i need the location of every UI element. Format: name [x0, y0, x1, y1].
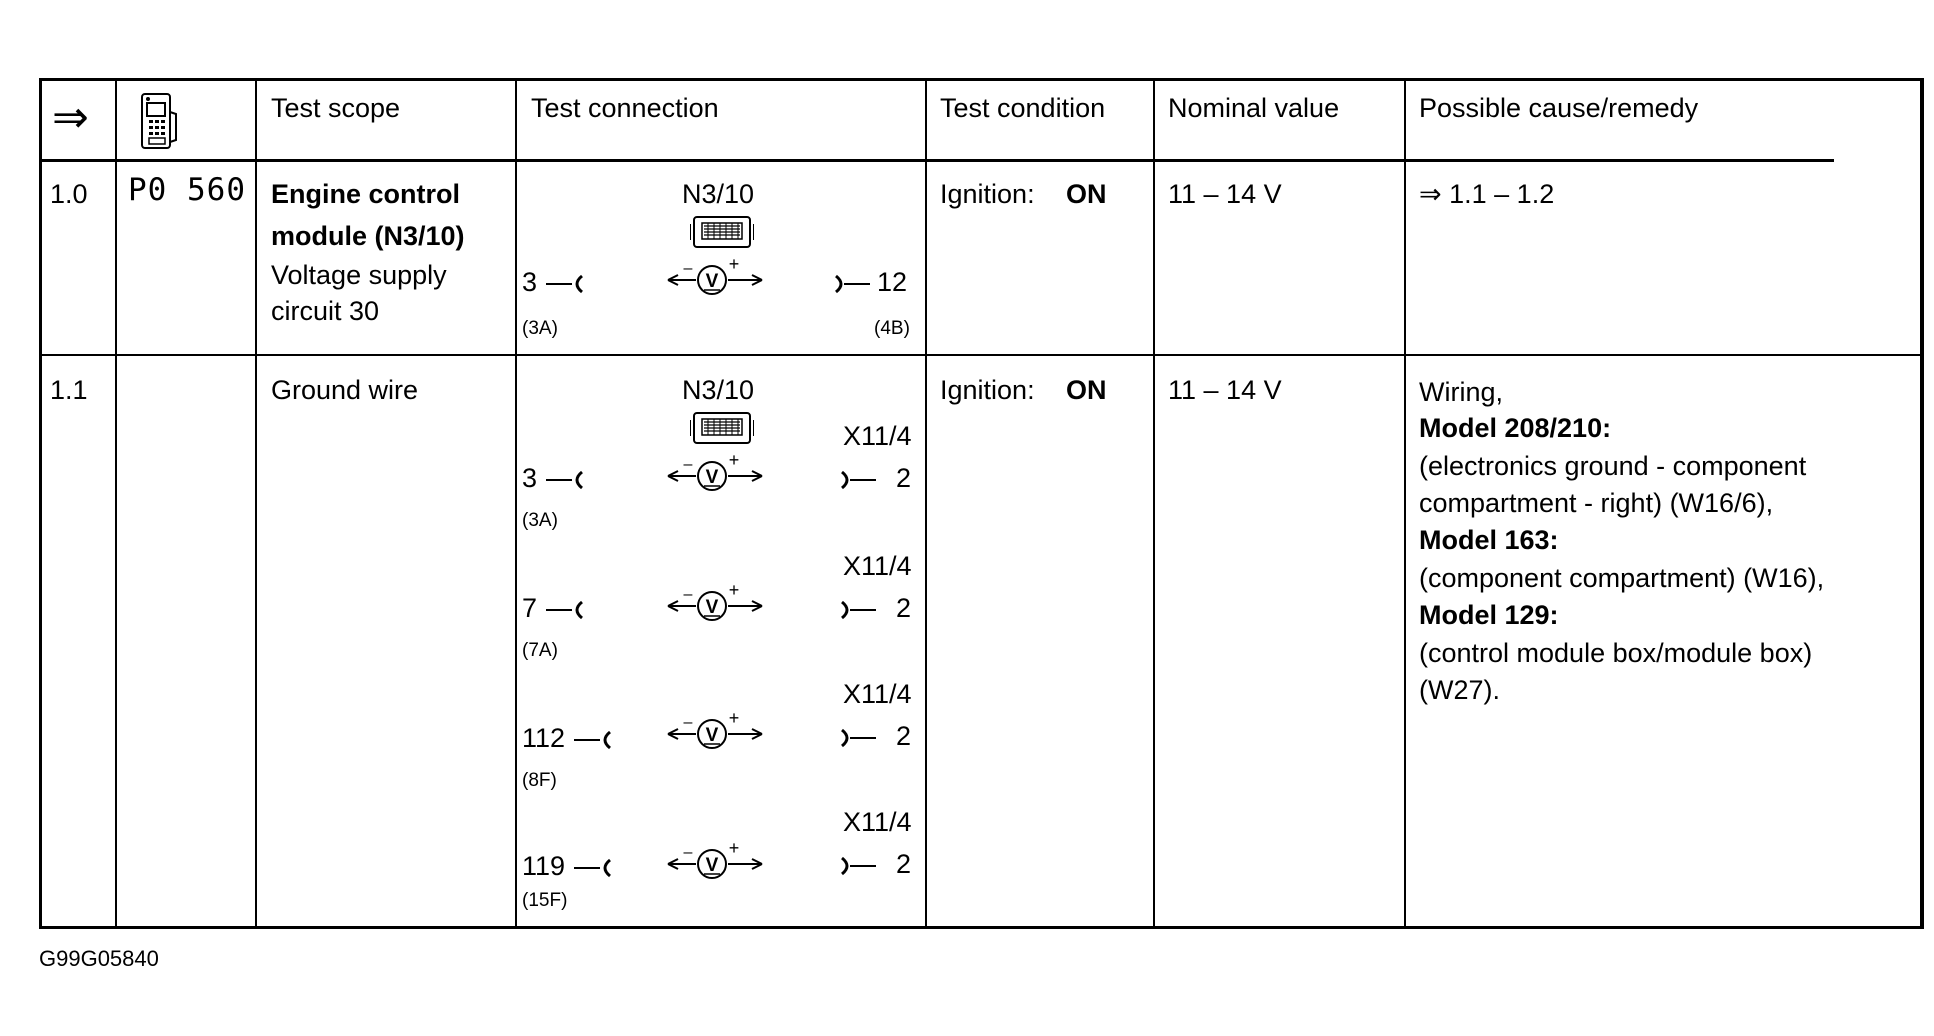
svg-text:–: –: [683, 456, 693, 473]
svg-text:–: –: [683, 714, 693, 731]
pin-left-sub: (15F): [522, 890, 568, 911]
connector-socket-icon: [570, 728, 620, 752]
pin-left-number: 119: [522, 851, 566, 881]
svg-text:+: +: [728, 584, 740, 600]
pin-left-number: 3: [522, 463, 538, 493]
control-module-icon: [690, 214, 754, 250]
scope-title-line-1: Engine control: [271, 179, 460, 209]
component-label: N3/10: [682, 375, 755, 405]
condition-value: ON: [1066, 375, 1107, 405]
pin-left-sub: (3A): [522, 510, 558, 531]
header-possible-cause: Possible cause/remedy: [1419, 93, 1699, 123]
table-right-border: [1920, 78, 1924, 929]
col-line-1: [115, 78, 117, 929]
pin-left-number: 3: [522, 267, 538, 297]
connector-label: X11/4: [843, 551, 912, 581]
condition-label: Ignition:: [940, 179, 1035, 209]
pin-right-number: 2: [896, 593, 912, 623]
header-separator: [39, 159, 1834, 162]
connector-socket-icon: [542, 272, 592, 296]
header-nominal-value: Nominal value: [1168, 93, 1340, 123]
cause-line-7: Model 129:: [1419, 600, 1559, 630]
pin-left-sub: (7A): [522, 640, 558, 661]
pin-left-sub: (3A): [522, 318, 558, 339]
connector-socket-icon: [542, 598, 592, 622]
voltmeter-icon: [666, 258, 766, 298]
connector-label: X11/4: [843, 421, 912, 451]
row-separator: [39, 354, 1924, 356]
nominal-value: 11 – 14 V: [1168, 179, 1282, 209]
svg-text:+: +: [728, 712, 740, 728]
condition-label: Ignition:: [940, 375, 1035, 405]
table-bottom-border: [39, 926, 1924, 929]
scope-desc-line-1: Voltage supply: [271, 260, 447, 290]
cause-line-9: (W27).: [1419, 675, 1500, 705]
svg-text:–: –: [683, 844, 693, 861]
pin-left-number: 7: [522, 593, 538, 623]
scope-title: Ground wire: [271, 375, 419, 405]
cause-line-1: Wiring,: [1419, 377, 1504, 407]
condition-value: ON: [1066, 179, 1107, 209]
table-top-border: [39, 78, 1924, 81]
col-line-6: [1404, 78, 1406, 929]
svg-text:–: –: [683, 586, 693, 603]
col-line-4: [925, 78, 927, 929]
cause-remedy: ⇒ 1.1 – 1.2: [1419, 179, 1555, 209]
cause-line-4: compartment - right) (W16/6),: [1419, 488, 1774, 518]
cause-line-2: Model 208/210:: [1419, 413, 1612, 443]
voltmeter-icon: [666, 842, 766, 882]
fault-code: P0 560: [128, 172, 246, 208]
col-line-2: [255, 78, 257, 929]
table-left-border: [39, 78, 42, 929]
svg-text:V: V: [705, 271, 719, 292]
cause-line-8: (control module box/module box): [1419, 638, 1813, 668]
col-line-3: [515, 78, 517, 929]
connector-socket-icon: [570, 856, 620, 880]
header-test-connection: Test connection: [531, 93, 719, 123]
step-number: 1.1: [50, 375, 88, 405]
connector-pin-icon: [838, 598, 878, 622]
cause-line-3: (electronics ground - component: [1419, 451, 1807, 481]
voltmeter-icon: [666, 712, 766, 752]
svg-text:V: V: [705, 467, 719, 488]
connector-label: X11/4: [843, 807, 912, 837]
pin-right-number: 2: [896, 849, 912, 879]
svg-text:V: V: [705, 725, 719, 746]
pin-left-number: 112: [522, 723, 566, 753]
connector-pin-icon: [832, 272, 872, 296]
header-arrow: ⇒: [52, 93, 89, 142]
svg-text:+: +: [728, 258, 740, 274]
scope-desc-line-2: circuit 30: [271, 296, 380, 326]
pin-right-number: 2: [896, 463, 912, 493]
figure-id: G99G05840: [39, 946, 159, 971]
voltmeter-icon: [666, 584, 766, 624]
pin-right-number: 2: [896, 721, 912, 751]
control-module-icon: [690, 410, 754, 446]
connector-socket-icon: [542, 468, 592, 492]
component-label: N3/10: [682, 179, 755, 209]
svg-text:–: –: [683, 260, 693, 277]
nominal-value: 11 – 14 V: [1168, 375, 1282, 405]
connector-pin-icon: [838, 468, 878, 492]
svg-text:+: +: [728, 454, 740, 470]
pin-right-number: 12: [877, 267, 908, 297]
svg-text:+: +: [728, 842, 740, 858]
connector-pin-icon: [838, 726, 878, 750]
cause-line-5: Model 163:: [1419, 525, 1559, 555]
step-number: 1.0: [50, 179, 88, 209]
handheld-tester-icon: [138, 92, 178, 150]
cause-line-6: (component compartment) (W16),: [1419, 563, 1825, 593]
connector-pin-icon: [838, 854, 878, 878]
connector-label: X11/4: [843, 679, 912, 709]
header-test-condition: Test condition: [940, 93, 1106, 123]
pin-left-sub: (8F): [522, 770, 557, 791]
voltmeter-icon: [666, 454, 766, 494]
scope-title-line-2: module (N3/10): [271, 221, 465, 251]
col-line-5: [1153, 78, 1155, 929]
pin-right-sub: (4B): [874, 318, 910, 339]
svg-text:V: V: [705, 597, 719, 618]
header-test-scope: Test scope: [271, 93, 401, 123]
svg-text:V: V: [705, 855, 719, 876]
